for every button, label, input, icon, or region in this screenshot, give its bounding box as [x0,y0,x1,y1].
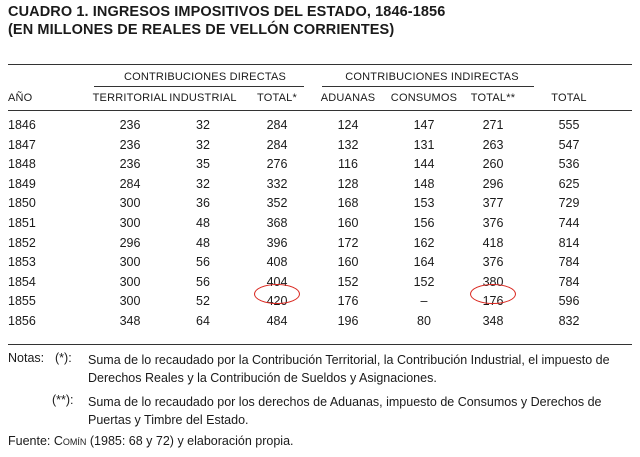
source-label: Fuente: [8,434,51,448]
table-cell: 625 [558,176,580,191]
table-cell: 296 [482,176,504,191]
source-detail: (1985: 68 y 72) y elaboración propia. [89,434,294,448]
table-cell: 376 [482,255,504,270]
table-cell: 276 [266,157,288,172]
row-year: 1846 [8,118,36,132]
note-marker-2: (**): [52,393,74,407]
table-cell: 164 [413,255,435,270]
table-cell: 300 [119,294,141,309]
table-cell: 48 [196,235,210,250]
table-cell: 152 [413,274,435,289]
table-cell: 396 [266,235,288,250]
table-cell: 32 [196,176,210,191]
table-cell: 80 [417,314,431,328]
column-header: TOTAL** [470,92,516,104]
table-cell: 128 [337,176,359,191]
table-cell: 404 [266,274,288,289]
table-cell: 124 [337,118,359,132]
table-cell: 348 [482,314,504,328]
table-cell: 236 [119,137,141,152]
bottom-rule [8,344,632,345]
table-cell: 332 [266,176,288,191]
row-year: 1854 [8,274,36,289]
highlight-circle-total-directas-1854 [254,284,300,304]
table-cell: 408 [266,255,288,270]
row-year: 1848 [8,157,36,172]
note-text-1: Suma de lo recaudado por la Contribución Territorial, la Contribución Industrial, el impuesto de Derechos Reales y la Contribución de Sueldos y Asignaciones. [88,353,610,385]
table-cell: – [420,294,428,309]
table-cell: 368 [266,216,288,230]
row-year: 1856 [8,314,36,328]
table-cell: 263 [482,137,504,152]
note-marker-1: (*): [55,351,72,365]
table-cell: 52 [196,294,210,309]
group-header-indirectas: CONTRIBUCIONES INDIRECTAS [345,71,519,83]
row-year: 1847 [8,137,36,152]
table-cell: 144 [413,157,435,172]
column-header: AÑO [8,92,33,104]
table-cell: 236 [119,157,141,172]
group-header-directas: CONTRIBUCIONES DIRECTAS [123,71,287,83]
table-cell: 348 [119,314,141,328]
table-cell: 132 [337,137,359,152]
table-cell: 172 [337,235,359,250]
table-cell: 32 [196,137,210,152]
top-rule [8,64,632,65]
table-cell: 116 [338,157,358,172]
table-cell: 300 [119,216,141,230]
table-cell: 131 [413,137,435,152]
row-year: 1849 [8,176,36,191]
table-cell: 376 [482,216,504,230]
column-header: INDUSTRIAL [169,92,237,104]
note-text-2: Suma de lo recaudado por los derechos de Aduanas, impuesto de Consumos y Derechos de Puertas y Timbre del Estado. [88,395,602,427]
table-cell: 271 [482,118,504,132]
table-cell: 832 [558,314,580,328]
table-cell: 300 [119,255,141,270]
table-cell: 35 [196,157,210,172]
table-cell: 48 [196,216,210,230]
table-cell: 160 [337,216,359,230]
table-cell: 162 [413,235,435,250]
table-cell: 284 [119,176,141,191]
table-cell: 176 [482,294,504,309]
table-cell: 420 [266,294,288,309]
source-line [8,434,294,448]
table-cell: 547 [558,137,580,152]
table-cell: 555 [558,118,580,132]
row-year: 1855 [8,294,36,309]
table-cell: 32 [196,118,210,132]
table-cell: 56 [196,255,210,270]
table-cell: 300 [119,274,141,289]
row-year: 1852 [8,235,36,250]
table-cell: 300 [119,196,141,211]
table-cell: 176 [337,294,359,309]
table-cell: 260 [482,157,504,172]
table-cell: 56 [196,274,210,289]
table-cell: 352 [266,196,288,211]
table-cell: 536 [558,157,580,172]
table-title: CUADRO 1. INGRESOS IMPOSITIVOS DEL ESTADO, 1846-1856 [8,4,446,20]
table-cell: 153 [413,196,435,211]
table-cell: 596 [558,294,580,309]
table-cell: 484 [266,314,288,328]
header-rule [8,110,632,111]
table-cell: 377 [482,196,504,211]
row-year: 1851 [8,216,36,230]
table-cell: 36 [196,196,210,211]
column-header: CONSUMOS [390,92,458,104]
column-header: TERRITORIAL [92,92,168,104]
table-cell: 147 [413,118,435,132]
table-cell: 284 [266,137,288,152]
table-cell: 168 [337,196,359,211]
source-author: Comín [53,434,87,448]
table-cell: 284 [266,118,288,132]
table-cell: 729 [558,196,580,211]
table-cell: 296 [119,235,141,250]
row-year: 1850 [8,196,36,211]
highlight-circle-total-indirectas-1854 [470,284,516,304]
row-year: 1853 [8,255,36,270]
column-header: TOTAL* [257,92,297,104]
table-cell: 64 [196,314,210,328]
table-cell: 196 [337,314,359,328]
table-cell: 152 [337,274,359,289]
table-cell: 380 [482,274,504,289]
group-rule-directas [94,86,304,87]
group-rule-indirectas [322,86,534,87]
table-cell: 784 [558,274,580,289]
column-header: ADUANAS [320,92,376,104]
table-cell: 814 [558,235,580,250]
table-cell: 156 [413,216,435,230]
table-cell: 418 [482,235,504,250]
column-header: TOTAL [551,92,587,104]
notes-label: Notas: [8,351,45,365]
table-cell: 160 [337,255,359,270]
table-cell: 744 [558,216,580,230]
table-cell: 784 [558,255,580,270]
table-cell: 148 [413,176,435,191]
table-cell: 236 [119,118,141,132]
table-subtitle: (EN MILLONES DE REALES DE VELLÓN CORRIENTES) [8,22,395,38]
